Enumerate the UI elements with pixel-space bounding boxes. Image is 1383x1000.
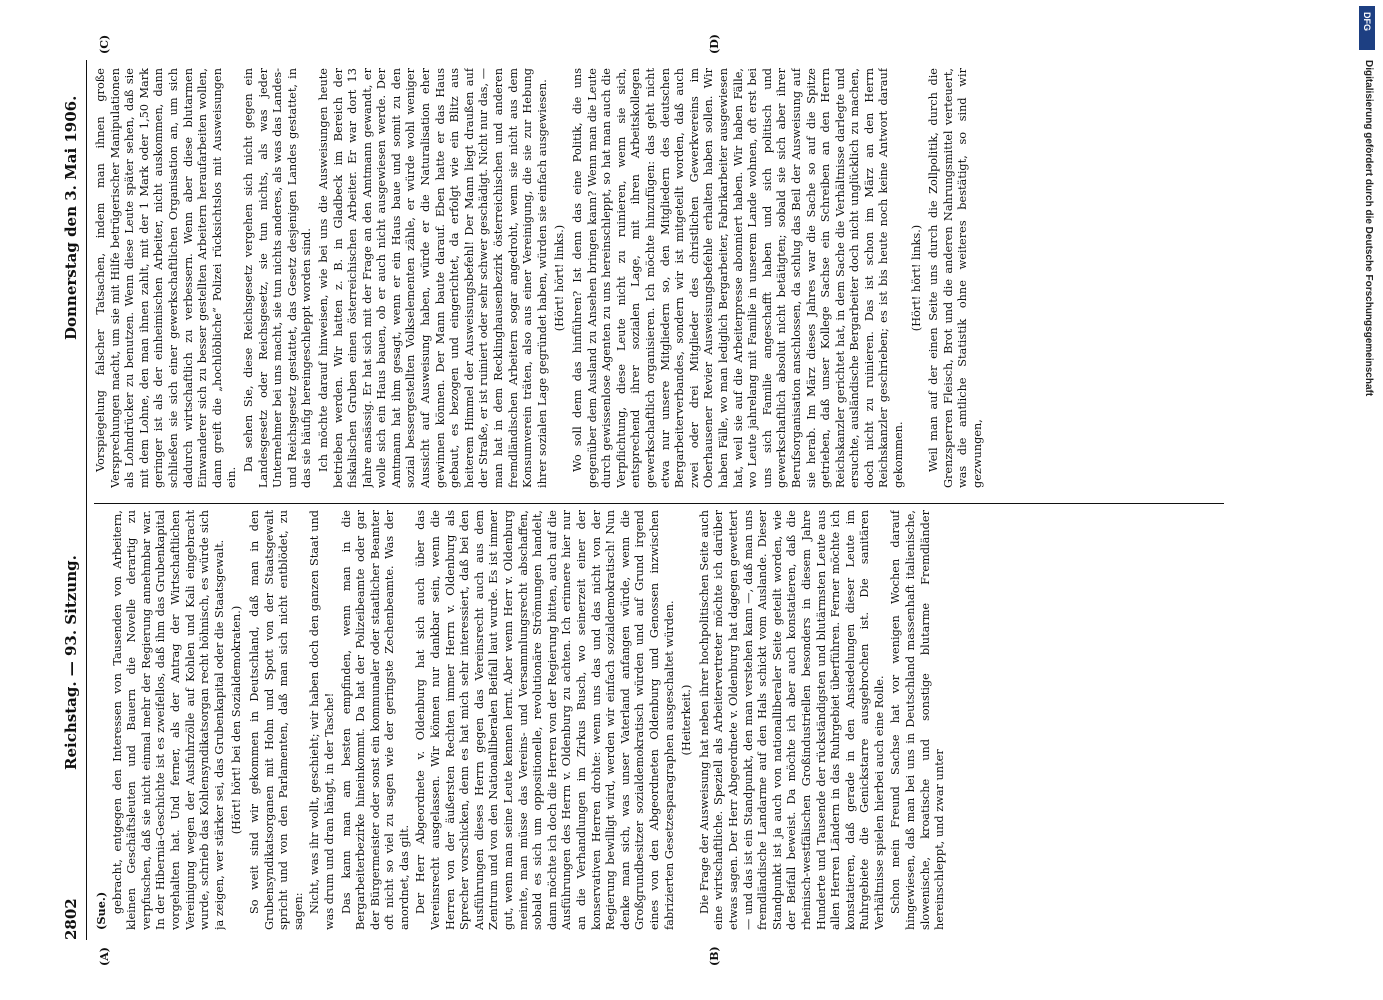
right-paragraph: Vorspiegelung falscher Tatsachen, indem man ihnen große Versprechungen macht, um sie mit Hilfe betrügerischer Manipulationen als Lohndrücker zu benutzen. Wenn diese Leute später sehen, daß sie mit dem Lohne, den man ihnen zahlt, mit der 1 Mark oder 1,50 Mark geringer ist als der einheimischen Arbeiter, nicht auskommen, dann schließen sie sich einer gewerkschaftlichen Organisation an, um sich dadurch wirtschaftlich zu verbessern. Wenn aber diese blutarmen Einwanderer sich zu besser gestellten Arbeitern heraufarbeiten wollen, dann greift die „hochlöbliche“ Polizei rücksichtslos mit Ausweisungen ein. — [94, 68, 239, 488]
page-number: 2802 — [62, 898, 80, 940]
left-paragraph: gebracht, entgegen den Interessen von Tausenden von Arbeitern, kleinen Geschäftsleuten und Bauern die Novelle derartig zu verpfuschen, daß sie nicht einmal mehr der Regierung annehmbar war. In der Hibernia-Geschichte ist es zweifellos, daß ihm das Grubenkapital vorgehalten hat. Und ferner, als der Antrag der Wirtschaftlichen Vereinigung wegen der Ausfuhrzölle auf Kohlen und Kali eingebracht wurde, schrieb das Kohlensyndikatsorgan recht höhnisch, es würde sich ja zeigen, wer stärker sei, das Grubenkapital oder die Staatsgewalt. — [110, 510, 226, 930]
left-paragraphs — [111, 510, 948, 930]
page-header — [58, 60, 84, 940]
right-paragraph: Ich möchte darauf hinweisen, wie bei uns die Ausweisungen heute betrieben werden. Wir hatten z. B. in Gladbeck im Bereich der fiskalischen Gruben einen österreichischen Arbeiter. Er war dort 13 Jahre ansässig. Er hat sich mit der Frage an den Amtmann gewandt, er wolle sich ein Haus bauen, ob er auch nicht ausgewiesen werde. Der Amtmann hat ihm gesagt, wenn er ein Haus baue und somit zu den sozial bessergestellten Volkselementen zähle, er würde wohl weniger Aussicht auf Ausweisung haben, würde er die Naturalisation eher gewinnen können. Der Mann baute darauf. Eben hatte er das Haus gebaut, es bezogen und eingerichtet, da erfolgt wie ein Blitz aus heiterem Himmel der Ausweisungsbefehl! Der Mann liegt draußen auf der Straße, er ist ruiniert oder sehr schwer geschädigt. Nicht nur das, — man hat in dem Recklinghausenbezirk österreichischen und anderen fremdländischen Arbeitern sogar angedroht, wenn sie nicht aus dem Konsumverein träten, also aus einer Vereinigung, die sie zur Hebung ihrer sozialen Lage gegründet haben, würden sie einfach ausgewiesen. — [316, 68, 549, 488]
left-paragraph: (Hört! hört! bei den Sozialdemokraten.) — [230, 605, 244, 835]
margin-marker-d: (D) — [708, 34, 721, 54]
header-rule — [86, 60, 87, 940]
session-date: Donnerstag den 3. Mai 1906. — [62, 95, 80, 340]
right-paragraphs — [94, 68, 986, 488]
dfg-logo-text: DFG — [1362, 12, 1372, 31]
left-paragraph: (Heiterkeit.) — [680, 684, 694, 756]
page-content — [58, 34, 1238, 966]
left-paragraph: Nicht, was ihr wollt, geschieht; wir haben doch den ganzen Staat und was drum und dran hängt, in der Tasche! — [308, 510, 336, 930]
left-paragraph: So weit sind wir gekommen in Deutschland, daß man in den Grubensyndikatsorganen mit Hohn und Spott von der Staatsgewalt spricht und von den Parlamenten, daß man sich nicht entblödet, zu sagen: — [247, 510, 305, 930]
session-title: Reichstag. — 93. Sitzung. — [62, 555, 80, 770]
right-paragraph: (Hört! hört! links.) — [553, 224, 567, 332]
left-paragraph: Der Herr Abgeordnete v. Oldenburg hat sich auch über das Vereinsrecht ausgelassen. Wir können nur dankbar sein, wenn die Herren von der äußersten Rechten immer Herrn v. Oldenburg als Sprecher vorschicken, denn es hat mich sehr interessiert, daß bei den Ausführungen dieses Herrn gegen das Vereinsrecht auch aus dem Zentrum und von den Nationalliberalen Beifall laut wurde. Es ist immer gut, wenn man seine Leute kennen lernt. Aber wenn Herr v. Oldenburg meinte, man müsse das Vereins- und Versammlungsrecht abschaffen, sobald es sich um oppositionelle, revolutionäre Strömungen handelt, dann möchte ich doch die Herren von der Regierung bitten, auch auf die Ausführungen des Herrn v. Oldenburg zu achten. Ich erinnere hier nur an die Verhandlungen im Zirkus Busch, wo seinerzeit einer der konservativen Herren drohte: wenn uns das und das nicht von der Regierung bewilligt wird, werden wir einfach sozialdemokratisch! Nun denke man sich, was unser Vaterland anfangen würde, wenn die Großgrundbesitzer sozialdemokratisch würden und auf Grund irgend eines von den Abgeordneten Oldenburg und Genossen inzwischen fabrizierten Gesetzesparagraphen ausgeschaltet würden. — [414, 510, 676, 930]
column-divider — [94, 503, 1224, 504]
right-paragraph: (Hört! hört! links.) — [909, 224, 923, 332]
speaker-tag: (Sue.) — [94, 891, 108, 930]
right-paragraph: Da sehen Sie, diese Reichsgesetz vergehen sich nicht gegen ein Landesgesetz oder Reichsgesetz, sie tun nichts, als was jeder Unternehmer bei uns macht, sie tun nichts anderes, als was das Landes- und Reichsgesetz gestattet, das Gesetz desjenigen Landes gestattet, in das sie häufig hereingeschleppt worden sind. — [241, 68, 314, 488]
right-paragraph: Weil man auf der einen Seite uns durch die Zollpolitik, durch die Grenzsperren Fleisch, Brot und die anderen Nahrungsmittel verteuert, was die amtliche Statistik ohne weiteres bestätigt, so sind wir gezwungen, — [927, 68, 985, 488]
credit-text: Digitalisierung gefördert durch die Deutsche Forschungsgemeinschaft — [1363, 60, 1374, 397]
left-paragraph: Schon mein Freund Sachse hat vor wenigen Wochen darauf hingewiesen, daß man bei uns in Deutschland massenhaft italienische, slowenische, kroatische und sonstige blutarme Fremdländer hereinschleppt, und zwar unter — [889, 510, 947, 930]
right-column — [94, 68, 1224, 488]
left-column — [94, 510, 1224, 930]
margin-marker-a: (A) — [98, 947, 111, 966]
margin-marker-c: (C) — [98, 34, 111, 54]
margin-marker-b: (B) — [708, 946, 721, 966]
right-paragraph: Wo soll denn das hinführen? Ist denn das eine Politik, die uns gegenüber dem Ausland zu Ansehen bringen kann? Wenn man die Leute durch gewissenlose Agenten zu uns hereinschleppt, so hat man auch die Verpflichtung, diese Leute nicht zu ruinieren, wenn sie sich, entsprechend ihrer sozialen Lage, mit ihren Arbeitskollegen gewerkschaftlich organisieren. Ich möchte hinzufügen: das geht nicht etwa nur unsere Mitgliedern so, den Mitgliedern des deutschen Bergarbeiterverbandes, sondern wir ist mitgeteilt worden, daß auch zwei oder drei Mitglieder des christlichen Gewerkvereins im Oberhausener Revier Ausweisungsbefehle erhalten haben sollen. Wir haben Fälle, wo man lediglich Bergarbeiter, Fabrikarbeiter ausgewiesen hat, weil sie auf die Arbeiterpresse abonniert haben. Wir haben Fälle, wo Leute jahrelang mit Familie in unserem Lande wohnen, oft erst bei uns sich Familie angeschafft haben und sich politisch und gewerkschaftlich absolut nicht betätigten; sobald sie sich aber ihrer Berufsorganisation anschlossen, da schlug das Beil der Ausweisung auf sie herab. Im März dieses Jahres war die Sache so auf die Spitze getrieben, daß unser Kollege Sachse ein Schreiben an den Herrn Reichskanzler gerichtet hat, in dem Sache die Verhältnisse darlegte und ersuchte, ausländische Bergarbeiter doch nicht unglücklich zu machen, doch nicht zu ruinieren. Das ist schon im März an den Herrn Reichskanzler geschrieben; es ist bis heute noch keine Antwort darauf gekommen. — [571, 68, 906, 488]
left-paragraph: Das kann man am besten empfinden, wenn man in die Bergarbeiterbezirke hineinkommt. Da hat der Polizeibeamte oder gar der Bürgermeister oder sonst ein kommunaler oder staatlicher Beamter oft nicht so viel zu sagen wie der geringste Zechenbeamte. Was der anordnet, das gilt. — [339, 510, 411, 930]
dfg-logo — [1359, 6, 1375, 50]
left-paragraph: Die Frage der Ausweisung hat neben ihrer hochpolitischen Seite auch eine wirtschaftliche. Speziell als Arbeitervertreter möchte ich darüber etwas sagen. Der Herr Abgeordnete v. Oldenburg hat dagegen gewettert — und das ist ein Standpunkt, den man verstehen kann —, daß man uns fremdländische Landarme auf den Hals schickt vom Auslande. Dieser Standpunkt ist ja auch von nationalliberaler Seite geteilt worden, wie der Beifall beweist. Da möchte ich aber auch konstatieren, daß die rheinisch-westfälischen Großindustriellen besonders in diesem Jahre Hunderte und Tausende der rückständigsten und blutärmsten Leute aus allen Herren Ländern in das Ruhrgebiet überführen. Ferner möchte ich konstatieren, daß gerade in den Ansiedelungen dieser Leute im Ruhrgebiete die Genickstarre ausgebrochen ist. Die sanitären Verhältnisse spielen hierbei auch eine Rolle. — [697, 510, 886, 930]
